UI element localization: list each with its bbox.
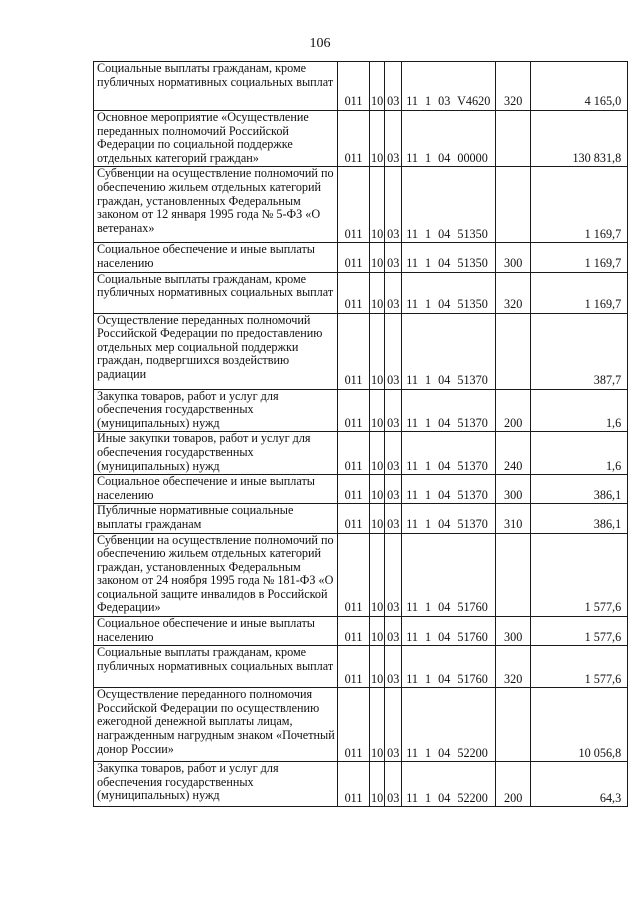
row-grbs-code: 011	[338, 272, 370, 313]
row-subsection-code: 03	[385, 688, 402, 762]
row-section-code: 10	[370, 111, 385, 167]
row-amount: 4 165,0	[531, 62, 628, 111]
table-row	[94, 762, 628, 807]
row-target-article-code: 11 1 04 00000	[402, 111, 496, 167]
row-expense-type-code: 300	[496, 243, 531, 272]
row-grbs-code: 011	[338, 111, 370, 167]
row-expense-type-code	[496, 533, 531, 617]
row-target-article-code: 11 1 04 51760	[402, 617, 496, 646]
row-name: Социальные выплаты гражданам, кроме публичных нормативных социальных выплат	[94, 646, 338, 688]
row-subsection-code: 03	[385, 762, 402, 807]
row-section-code: 10	[370, 62, 385, 111]
row-amount: 1 169,7	[531, 167, 628, 243]
row-grbs-code: 011	[338, 313, 370, 389]
row-grbs-code: 011	[338, 62, 370, 111]
row-name: Социальное обеспечение и иные выплаты населению	[94, 475, 338, 504]
row-amount: 1 577,6	[531, 617, 628, 646]
row-name: Закупка товаров, работ и услуг для обеспечения государственных (муниципальных) нужд	[94, 762, 338, 807]
row-name: Осуществление переданного полномочия Российской Федерации по осуществлению ежегодной денежной выплаты лицам, награжденным нагрудным знаком «Почетный донор России»	[94, 688, 338, 762]
table-row	[94, 617, 628, 646]
row-expense-type-code	[496, 167, 531, 243]
row-grbs-code: 011	[338, 646, 370, 688]
table-row	[94, 475, 628, 504]
table-row	[94, 646, 628, 688]
row-expense-type-code: 300	[496, 475, 531, 504]
table-row	[94, 533, 628, 617]
row-section-code: 10	[370, 167, 385, 243]
row-grbs-code: 011	[338, 243, 370, 272]
row-subsection-code: 03	[385, 167, 402, 243]
row-name: Социальное обеспечение и иные выплаты населению	[94, 617, 338, 646]
table-row	[94, 167, 628, 243]
row-target-article-code: 11 1 03 V4620	[402, 62, 496, 111]
row-expense-type-code: 310	[496, 504, 531, 533]
row-subsection-code: 03	[385, 432, 402, 475]
row-section-code: 10	[370, 313, 385, 389]
row-expense-type-code: 200	[496, 389, 531, 432]
row-section-code: 10	[370, 688, 385, 762]
row-subsection-code: 03	[385, 111, 402, 167]
row-amount: 130 831,8	[531, 111, 628, 167]
row-target-article-code: 11 1 04 51760	[402, 533, 496, 617]
row-amount: 1 577,6	[531, 646, 628, 688]
table-row	[94, 504, 628, 533]
row-amount: 386,1	[531, 475, 628, 504]
row-expense-type-code: 300	[496, 617, 531, 646]
row-expense-type-code: 200	[496, 762, 531, 807]
row-grbs-code: 011	[338, 432, 370, 475]
row-grbs-code: 011	[338, 617, 370, 646]
row-expense-type-code: 320	[496, 272, 531, 313]
table-row	[94, 313, 628, 389]
row-target-article-code: 11 1 04 51370	[402, 313, 496, 389]
row-section-code: 10	[370, 504, 385, 533]
row-amount: 1,6	[531, 432, 628, 475]
row-section-code: 10	[370, 533, 385, 617]
row-name: Субвенции на осуществление полномочий по обеспечению жильем отдельных категорий граждан, установленных Федеральным законом от 12 января 1995 года № 5-ФЗ «О ветеранах»	[94, 167, 338, 243]
row-target-article-code: 11 1 04 51370	[402, 389, 496, 432]
row-grbs-code: 011	[338, 389, 370, 432]
row-subsection-code: 03	[385, 272, 402, 313]
row-name: Закупка товаров, работ и услуг для обеспечения государственных (муниципальных) нужд	[94, 389, 338, 432]
row-target-article-code: 11 1 04 51370	[402, 504, 496, 533]
row-subsection-code: 03	[385, 62, 402, 111]
row-expense-type-code: 320	[496, 62, 531, 111]
table-body	[94, 62, 628, 807]
row-subsection-code: 03	[385, 243, 402, 272]
row-amount: 1,6	[531, 389, 628, 432]
table-row	[94, 62, 628, 111]
row-target-article-code: 11 1 04 52200	[402, 762, 496, 807]
budget-table	[93, 61, 628, 807]
row-expense-type-code: 320	[496, 646, 531, 688]
row-section-code: 10	[370, 389, 385, 432]
row-section-code: 10	[370, 617, 385, 646]
row-name: Социальное обеспечение и иные выплаты населению	[94, 243, 338, 272]
row-amount: 64,3	[531, 762, 628, 807]
row-amount: 386,1	[531, 504, 628, 533]
row-amount: 387,7	[531, 313, 628, 389]
row-target-article-code: 11 1 04 51760	[402, 646, 496, 688]
row-name: Осуществление переданных полномочий Российской Федерации по предоставлению отдельных мер социальной поддержки граждан, подвергшихся воздействию радиации	[94, 313, 338, 389]
row-target-article-code: 11 1 04 51350	[402, 167, 496, 243]
row-subsection-code: 03	[385, 389, 402, 432]
row-target-article-code: 11 1 04 51370	[402, 475, 496, 504]
row-name: Субвенции на осуществление полномочий по обеспечению жильем отдельных категорий граждан, установленных Федеральным законом от 24 ноября 1995 года № 181-ФЗ «О социальной защите инвалидов в Российской Федерации»	[94, 533, 338, 617]
table-row	[94, 272, 628, 313]
row-expense-type-code	[496, 111, 531, 167]
row-name: Иные закупки товаров, работ и услуг для обеспечения государственных (муниципальных) нужд	[94, 432, 338, 475]
row-name: Социальные выплаты гражданам, кроме публичных нормативных социальных выплат	[94, 62, 338, 111]
table-row	[94, 111, 628, 167]
row-section-code: 10	[370, 432, 385, 475]
row-amount: 1 577,6	[531, 533, 628, 617]
row-name: Основное мероприятие «Осуществление переданных полномочий Российской Федерации по социальной поддержке отдельных категорий граждан»	[94, 111, 338, 167]
row-grbs-code: 011	[338, 533, 370, 617]
row-section-code: 10	[370, 475, 385, 504]
row-section-code: 10	[370, 243, 385, 272]
row-subsection-code: 03	[385, 617, 402, 646]
row-target-article-code: 11 1 04 52200	[402, 688, 496, 762]
row-target-article-code: 11 1 04 51350	[402, 272, 496, 313]
row-subsection-code: 03	[385, 533, 402, 617]
row-subsection-code: 03	[385, 475, 402, 504]
table-row	[94, 243, 628, 272]
row-grbs-code: 011	[338, 475, 370, 504]
row-section-code: 10	[370, 762, 385, 807]
row-target-article-code: 11 1 04 51350	[402, 243, 496, 272]
row-grbs-code: 011	[338, 167, 370, 243]
row-subsection-code: 03	[385, 313, 402, 389]
table-row	[94, 389, 628, 432]
row-amount: 10 056,8	[531, 688, 628, 762]
row-grbs-code: 011	[338, 762, 370, 807]
row-name: Публичные нормативные социальные выплаты гражданам	[94, 504, 338, 533]
row-subsection-code: 03	[385, 504, 402, 533]
row-name: Социальные выплаты гражданам, кроме публичных нормативных социальных выплат	[94, 272, 338, 313]
row-expense-type-code: 240	[496, 432, 531, 475]
row-amount: 1 169,7	[531, 272, 628, 313]
row-section-code: 10	[370, 646, 385, 688]
row-section-code: 10	[370, 272, 385, 313]
row-amount: 1 169,7	[531, 243, 628, 272]
page-number: 106	[309, 36, 331, 51]
row-expense-type-code	[496, 313, 531, 389]
row-grbs-code: 011	[338, 504, 370, 533]
row-subsection-code: 03	[385, 646, 402, 688]
row-expense-type-code	[496, 688, 531, 762]
row-target-article-code: 11 1 04 51370	[402, 432, 496, 475]
table-row	[94, 688, 628, 762]
table-row	[94, 432, 628, 475]
row-grbs-code: 011	[338, 688, 370, 762]
